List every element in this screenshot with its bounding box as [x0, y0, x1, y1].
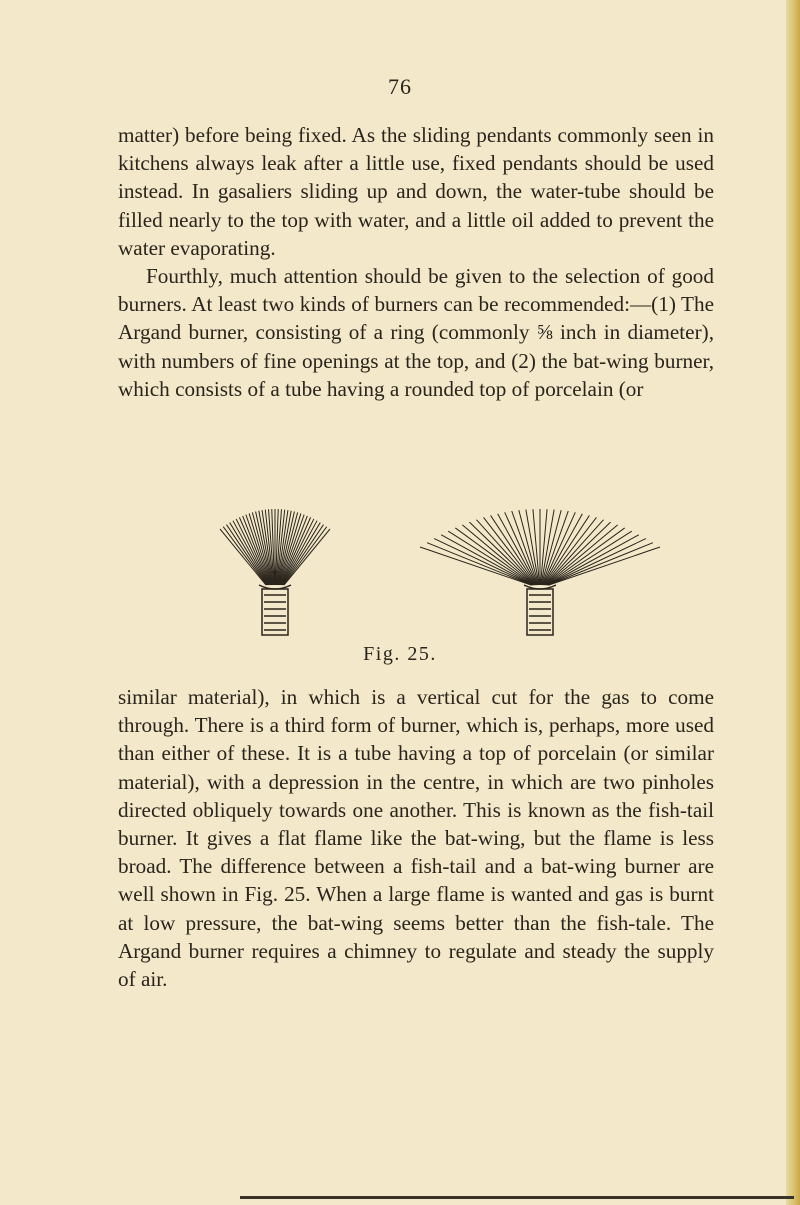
batwing-burner-flame-line: [441, 535, 532, 585]
page-number: 76: [388, 74, 412, 99]
text-block-bottom: [118, 683, 714, 993]
burner-illustration: [180, 497, 680, 647]
batwing-burner-flame-line: [546, 528, 624, 585]
batwing-burner-flame-line: [455, 528, 533, 585]
fishtail-burner-tube: [262, 589, 288, 635]
paragraph: matter) before being fixed. As the sliding pendants commonly seen in kitchens always leak after a little use, fixed pendants should be used instead. In gasaliers sliding up and down, the water-tube should be filled nearly to the top with water, and a little oil added to prevent the water evaporating.: [118, 123, 714, 260]
batwing-burner-tube: [527, 589, 553, 635]
page-bottom-rule: [240, 1196, 794, 1199]
batwing-burner-flame-line: [448, 531, 533, 585]
fishtail-burner-flame-line: [236, 519, 268, 585]
paragraph: similar material), in which is a vertical cut for the gas to come through. There is a third form of burner, which is, perhaps, more used than either of these. It is a tube having a top of porcelain (or similar material), with a depression in the centre, in which are two pinholes directed obliquely towards one another. This is known as the fish-tail burner. It gives a flat flame like the bat-wing, but the flame is less broad. The difference between a fish-tail and a bat-wing burner are well shown in Fig. 25. When a large flame is wanted and gas is burnt at low pressure, the bat-wing seems better than the fish-tale. The Argand burner requires a chimney to regulate and steady the supply of air.: [118, 685, 714, 992]
batwing-burner-flame-line: [547, 535, 638, 585]
text-block-top: [118, 121, 714, 403]
batwing-burner-flame-line: [547, 531, 632, 585]
page-edge: [786, 0, 800, 1205]
paragraph: Fourthly, much attention should be given to the selection of good burners. At least two kinds of burners can be recommended:—(1) The Argand burner, consisting of a ring (commonly ⅝ inch in diameter), with numbers of fine openings at the top, and (2) the bat-wing burner, which consists of a tube having a rounded top of porcelain (or: [118, 264, 714, 401]
figure-caption: Fig. 25.: [363, 643, 437, 665]
burner-figure: [180, 497, 680, 665]
fishtail-burner-flame-line: [281, 519, 313, 585]
